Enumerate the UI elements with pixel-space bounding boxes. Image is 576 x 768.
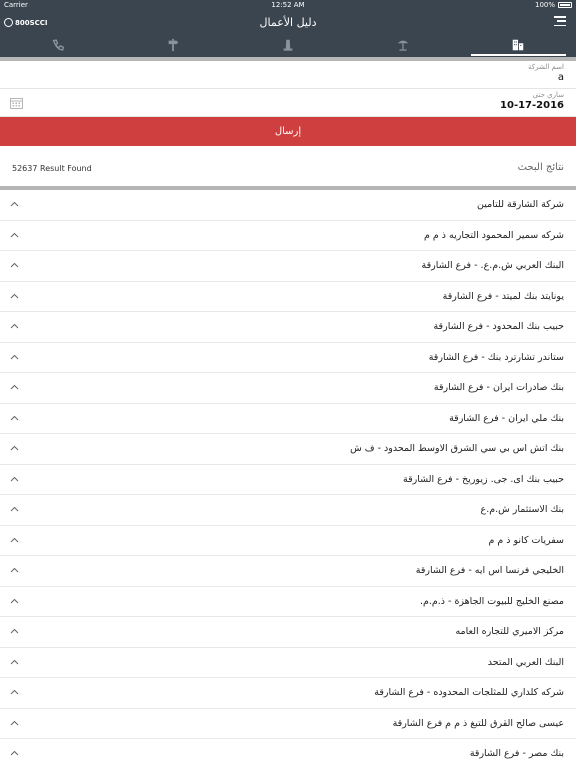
menu-icon[interactable]: [554, 16, 566, 26]
carrier-text: Carrier: [4, 1, 28, 9]
list-item-label: البنك العربي ش.م.ع. - فرع الشارقة: [421, 260, 564, 271]
results-count: 52637 Result Found: [12, 164, 92, 173]
list-item[interactable]: [0, 648, 576, 679]
list-item[interactable]: [0, 312, 576, 343]
chevron-up-icon[interactable]: [10, 201, 19, 207]
page-title: دليل الأعمال: [259, 16, 317, 29]
list-item[interactable]: [0, 373, 576, 404]
list-item[interactable]: [0, 678, 576, 709]
chevron-up-icon[interactable]: [10, 537, 19, 543]
chevron-up-icon[interactable]: [10, 598, 19, 604]
results-list: [0, 190, 576, 768]
list-item-label: سفريات كانو ذ م م: [488, 534, 564, 546]
list-item-label: الخليجي فرنسا اس ايه - فرع الشارقة: [415, 565, 564, 576]
list-item-label: حبيب بنك اى. جى. زيوريخ - فرع الشارقة: [402, 473, 564, 485]
chevron-up-icon[interactable]: [10, 323, 19, 329]
chevron-up-icon[interactable]: [10, 476, 19, 482]
tab-umbrella[interactable]: [346, 32, 461, 57]
list-item-label: بنك مصر - فرع الشارقة: [469, 748, 564, 759]
tower-icon: [281, 38, 295, 52]
list-item-label: مصنع الخليج للبيوت الجاهزة - ذ.م.م.: [419, 595, 564, 607]
list-item[interactable]: [0, 282, 576, 313]
list-item[interactable]: [0, 709, 576, 740]
chevron-up-icon[interactable]: [10, 720, 19, 726]
list-item-label: بنك ملي ايران - فرع الشارقة: [449, 412, 564, 424]
list-item-label: بنك الاستثمار ش.م.ع: [480, 504, 564, 515]
company-name-field[interactable]: [0, 61, 576, 89]
list-item[interactable]: [0, 221, 576, 252]
valid-until-field[interactable]: [0, 89, 576, 117]
chevron-up-icon[interactable]: [10, 506, 19, 512]
results-label: نتائج البحث: [517, 162, 564, 173]
chevron-up-icon[interactable]: [10, 415, 19, 421]
battery-percent: 100%: [534, 1, 555, 9]
chevron-up-icon[interactable]: [10, 232, 19, 238]
list-item-label: ستاندر تشارترد بنك - فرع الشارقة: [428, 351, 564, 363]
chevron-up-icon[interactable]: [10, 628, 19, 634]
status-time: 12:52 AM: [271, 1, 305, 9]
company-name-input[interactable]: a: [557, 72, 564, 83]
chevron-up-icon[interactable]: [10, 567, 19, 573]
list-item-label: بنك اتش اس بي سي الشرق الاوسط المحدود - ف ش: [350, 443, 564, 454]
list-item[interactable]: [0, 190, 576, 221]
chevron-up-icon[interactable]: [10, 750, 19, 756]
tab-phone[interactable]: [0, 32, 115, 57]
list-item[interactable]: [0, 404, 576, 435]
calendar-icon[interactable]: [10, 97, 23, 109]
submit-button[interactable]: إرسال: [0, 117, 576, 146]
list-item[interactable]: [0, 556, 576, 587]
battery-icon: [558, 2, 572, 8]
results-header: [0, 150, 576, 186]
list-item-label: مركز الاميري للتجاره العامه: [455, 626, 564, 637]
list-item[interactable]: [0, 587, 576, 618]
list-item-label: يونايتد بنك لميتد - فرع الشارقة: [442, 290, 564, 302]
logo-text: 800SCCI: [15, 18, 48, 27]
phone-icon: [51, 38, 65, 52]
chevron-up-icon[interactable]: [10, 689, 19, 695]
list-item[interactable]: [0, 465, 576, 496]
valid-until-label: ساري حتى: [532, 91, 564, 99]
chevron-up-icon[interactable]: [10, 384, 19, 390]
list-item[interactable]: [0, 251, 576, 282]
navigation-bar: [0, 12, 576, 57]
company-name-label: اسم الشركة: [528, 63, 564, 71]
tab-tower[interactable]: [230, 32, 345, 57]
list-item-label: حبيب بنك المحدود - فرع الشارقة: [433, 321, 564, 332]
chevron-up-icon[interactable]: [10, 354, 19, 360]
list-item-label: البنك العربي المتحد: [487, 656, 564, 668]
chevron-up-icon[interactable]: [10, 659, 19, 665]
list-item-label: بنك صادرات ايران - فرع الشارقة: [433, 382, 564, 393]
tab-buildings[interactable]: [461, 32, 576, 57]
status-bar: [0, 0, 576, 12]
list-item-label: شركة الشارقة للتامين: [477, 199, 564, 210]
chevron-up-icon[interactable]: [10, 262, 19, 268]
list-item[interactable]: [0, 343, 576, 374]
list-item-label: شركه سمير المحمود التجاريه ذ م م: [423, 229, 564, 241]
umbrella-icon: [396, 38, 410, 52]
list-item[interactable]: [0, 617, 576, 648]
chevron-up-icon[interactable]: [10, 293, 19, 299]
category-tabs: [0, 32, 576, 57]
signpost-icon: [166, 38, 180, 52]
list-item[interactable]: [0, 739, 576, 768]
buildings-icon: [511, 38, 525, 52]
list-item[interactable]: [0, 434, 576, 465]
chevron-up-icon[interactable]: [10, 445, 19, 451]
list-item-label: عيسى صالح القرق للتبغ ذ م م فرع الشارقة: [392, 717, 564, 729]
tab-signpost[interactable]: [115, 32, 230, 57]
battery-status: [535, 1, 572, 9]
list-item[interactable]: [0, 495, 576, 526]
list-item-label: شركه كلداري للمثلجات المحدوده - فرع الشارقة: [374, 687, 564, 698]
list-item[interactable]: [0, 526, 576, 557]
valid-until-value[interactable]: 10-17-2016: [500, 100, 564, 111]
